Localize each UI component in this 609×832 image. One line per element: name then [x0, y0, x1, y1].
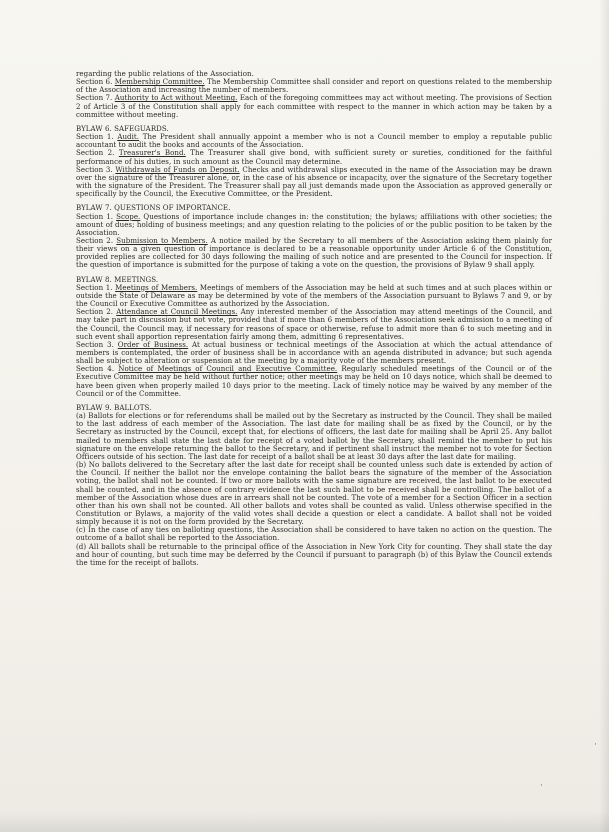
section-label: Section 3.	[76, 339, 114, 349]
bylaws-text	[76, 70, 552, 567]
section-label: Section 2.	[76, 235, 114, 245]
section-title: Order of Business.	[117, 339, 189, 349]
section-text: At actual business or technical meetings of the Association at which the actual attendance of members is contemplated, the order of business shall be in accordance with an agenda distributed in advance; but such agenda shall be subject to alteration or suspension at the meeting by a majority vote of the members present.	[76, 339, 552, 366]
margin-speck: ·	[594, 740, 597, 750]
bylaw-8-section-1	[76, 284, 552, 308]
section-label: Section 3.	[76, 164, 113, 174]
bylaw-6-section-1	[76, 133, 552, 149]
page-bottom-shadow	[0, 812, 609, 832]
bylaw-8-heading: BYLAW 8. MEETINGS.	[76, 274, 159, 284]
section-text: Any interested member of the Association may attend meetings of the Council, and may take part in discussion but not vote, provided that if more than 6 members of the Association seek admission to a meeting of the Council, the Council may, if necessary for reasons of space or otherwise, refuse to admit more than 6 to such meeting and in such event shall apportion representation fairly among them, admitting 6 representatives.	[76, 307, 552, 341]
bylaw-6-heading: BYLAW 6. SAFEGUARDS.	[76, 123, 169, 133]
bylaw-6-section-2	[76, 149, 552, 165]
section-label: Section 1.	[76, 211, 114, 221]
section-title: Authority to Act without Meeting.	[114, 93, 238, 103]
section-6	[76, 78, 552, 94]
section-label: Section 2.	[76, 148, 115, 158]
section-text: Questions of importance include changes in: the constitution; the bylaws; affiliations with other societies; the amount of dues; holding of business meetings; and any question relating to the policies of or the public position to be taken by the Association.	[76, 211, 552, 237]
section-text: A notice mailed by the Secretary to all members of the Association asking them plainly for their views on a given question of importance is declared to be a reasonable opportunity under Article 6 of the Constitution, provided replies are collected for 30 days following the mailing of such notice and are presented to the Council for inspection. If the question of importance is submitted for the purpose of taking a vote on the question, the provisions of Bylaw 9 shall apply.	[76, 235, 552, 270]
section-title: Submission to Members.	[116, 235, 208, 245]
section-title: Scope.	[116, 211, 141, 221]
section-label: Section 2.	[76, 307, 114, 317]
section-7	[76, 94, 552, 118]
section-text: The Membership Committee shall consider and report on questions related to the membership of the Association and increasing the number of members.	[76, 77, 552, 95]
bylaw-7-section-2	[76, 237, 552, 270]
bylaw-9-paragraph-c: (c) In the case of any ties on balloting questions, the Association shall be considered to have taken no action on the question. The outcome of a ballot shall be reported to the Association.	[76, 525, 552, 543]
bylaw-8-section-2	[76, 308, 552, 341]
bylaw-9-paragraph-a: (a) Ballots for elections or for referendums shall be mailed out by the Secretary as instructed by the Council. They shall be mailed to the last address of each member of the Association. The last date for mailing shall be as fixed by the Council, or by the Secretary as instructed by the Council, except that, for elections of officers, the last date for mailing shall be April 25. Any ballot mailed to members shall state the last date for receipt of a voted ballot by the Secretary, shall remind the member to put his signature on the envelope returning the ballot to the Secretary, and if pertinent shall instruct the member not to vote for Section Officers outside of his section. The last date for receipt of a ballot shall be at least 30 days after the last date for mailing.	[76, 411, 552, 461]
section-title: Meetings of Members.	[115, 282, 198, 292]
intro-text: regarding the public relations of the Association.	[76, 69, 254, 78]
section-text: The Treasurer shall give bond, with sufficient surety or sureties, conditioned for the faithful performance of his duties, in such amount as the Council may determine.	[76, 148, 553, 166]
section-title: Notice of Meetings of Council and Executive Committee.	[118, 364, 338, 374]
section-title: Withdrawals of Funds on Deposit.	[115, 164, 240, 174]
section-label: Section 1.	[76, 132, 114, 142]
section-text: Meetings of members of the Association may be held at such times and at such places within or outside the State of Delaware as may be determined by vote of the members of the Association pursuant to Bylaws 7 and 9, or by the Council or Executive Committee as authorized by the Association.	[76, 282, 552, 309]
page-edge-shadow	[599, 0, 609, 832]
section-title: Audit.	[117, 132, 140, 142]
section-text: Checks and withdrawal slips executed in the name of the Association may be drawn over the signature of the Treasurer alone, or, in the case of his absence or incapacity, over the signature of the Secretary together with the signature of the President. The Treasurer shall pay all just demands made upon the Association as approved generally or specifically by the Council, the Executive Committee, or the President.	[76, 164, 552, 199]
margin-speck: ·	[540, 781, 543, 791]
bylaw-6-section-3	[76, 166, 552, 199]
bylaw-7-heading: BYLAW 7. QUESTIONS OF IMPORTANCE.	[76, 203, 231, 213]
section-title: Attendance at Council Meetings.	[116, 307, 238, 317]
section-label: Section 1.	[76, 282, 113, 292]
section-label: Section 4.	[76, 364, 115, 374]
section-text: The President shall annually appoint a member who is not a Council member to employ a reputable public accountant to audit the books and accounts of the Association.	[76, 132, 553, 150]
bylaw-9-paragraph-b: (b) No ballots delivered to the Secretary after the last date for receipt shall be counted unless such date is extended by action of the Council. If neither the ballot nor the envelope containing the ballot bears the signature of the member of the Association voting, the ballot shall not be counted. If two or more ballots with the same signature are received, the last ballot to be executed shall be counted, and in the absence of contrary evidence the last such ballot to be received shall be controlling. The ballot of a member of the Association whose dues are in arrears shall not be counted. The vote of a member for a Section Officer in a section other than his own shall not be counted. All other ballots and votes shall be counted as valid. Unless otherwise specified in the Constitution or Bylaws, a majority of the valid votes shall decide a question or elect a candidate. A ballot shall not be voided simply because it is not on the form provided by the Secretary.	[76, 460, 552, 527]
section-title: Treasurer's Bond.	[118, 148, 186, 158]
section-text: Each of the foregoing committees may act without meeting. The provisions of Section 2 of Article 3 of the Constitution shall apply for each committee with respect to the manner in which action may be taken by a committee without meeting.	[76, 93, 553, 119]
section-title: Membership Committee.	[114, 77, 205, 87]
bylaw-8-section-4	[76, 365, 552, 398]
bylaw-7-section-1	[76, 213, 552, 237]
section-label: Section 6.	[76, 77, 113, 87]
section-label: Section 7.	[76, 93, 113, 103]
section-text: Regularly scheduled meetings of the Council or of the Executive Committee may be held without further notice; other meetings may be held on 10 days notice, which shall be deemed to have been given when properly mailed 10 days prior to the meeting. Lack of timely notice may be waived by any member of the Council or of the Committee.	[76, 364, 552, 398]
bylaw-9-paragraph-d: (d) All ballots shall be returnable to the principal office of the Association in New York City for counting. They shall state the day and hour of counting, but such time may be deferred by the Council if pursuant to paragraph (b) of this Bylaw the Council extends the time for the receipt of ballots.	[76, 541, 552, 567]
bylaw-8-section-3	[76, 341, 552, 365]
bylaw-9-heading: BYLAW 9. BALLOTS.	[76, 402, 152, 412]
